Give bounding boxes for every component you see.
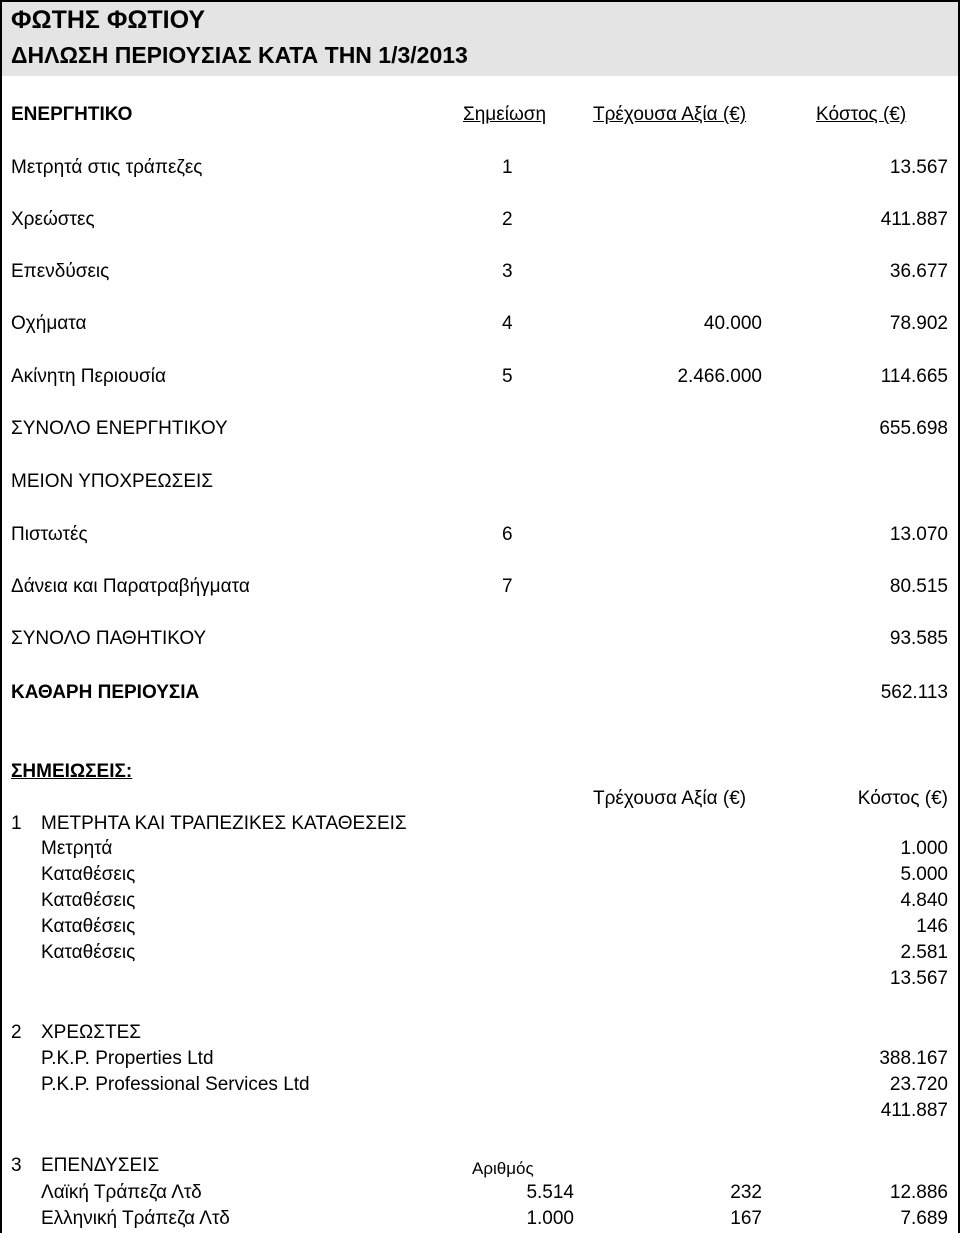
item-value: 388.167 xyxy=(879,1048,948,1069)
liabilities-total-label: ΣΥΝΟΛΟ ΠΑΘΗΤΙΚΟΥ xyxy=(11,628,207,649)
item-value: 4.840 xyxy=(900,890,948,911)
col-cost-header: Κόστος (€) xyxy=(816,104,907,125)
item-number: 1.000 xyxy=(526,1208,574,1229)
item-value: 23.720 xyxy=(889,1074,948,1095)
item-label: Καταθέσεις xyxy=(41,864,136,885)
row-note: 1 xyxy=(502,157,513,178)
col-number-header: Αριθμός xyxy=(472,1159,534,1178)
row-cost: 80.515 xyxy=(889,576,948,597)
col-note-header: Σημείωση xyxy=(463,104,547,125)
assets-total-label: ΣΥΝΟΛΟ ΕΝΕΡΓΗΤΙΚΟΥ xyxy=(11,418,228,439)
item-label: Μετρητά xyxy=(41,838,113,859)
net-worth-value: 562.113 xyxy=(880,682,948,703)
item-value: 5.000 xyxy=(900,864,948,885)
row-note: 6 xyxy=(502,524,513,545)
assets-total-value: 655.698 xyxy=(879,418,948,439)
item-label: Καταθέσεις xyxy=(41,916,136,937)
item-value: 2.581 xyxy=(900,942,948,963)
note-total: 411.887 xyxy=(880,1100,948,1121)
item-value: 146 xyxy=(916,916,948,937)
row-label: Μετρητά στις τράπεζες xyxy=(11,157,203,178)
page-border-left xyxy=(0,0,2,1233)
row-cost: 13.567 xyxy=(889,157,948,178)
row-cost: 13.070 xyxy=(889,524,948,545)
item-value: 1.000 xyxy=(900,838,948,859)
row-label: Οχήματα xyxy=(11,313,87,334)
note-title: ΧΡΕΩΣΤΕΣ xyxy=(41,1022,141,1043)
item-label: P.K.P. Professional Services Ltd xyxy=(41,1074,310,1095)
item-label: Ελληνική Τράπεζα Λτδ xyxy=(41,1208,230,1229)
row-current: 2.466.000 xyxy=(677,366,762,387)
row-cost: 36.677 xyxy=(889,261,948,282)
item-cost: 7.689 xyxy=(900,1208,948,1229)
row-label: Πιστωτές xyxy=(11,524,88,545)
note-title: ΕΠΕΝΔΥΣΕΙΣ xyxy=(41,1155,160,1176)
row-cost: 411.887 xyxy=(880,209,948,230)
liabilities-total-value: 93.585 xyxy=(889,628,948,649)
row-note: 4 xyxy=(502,313,513,334)
row-note: 5 xyxy=(502,366,513,387)
row-note: 3 xyxy=(502,261,513,282)
item-number: 5.514 xyxy=(526,1182,574,1203)
item-current: 232 xyxy=(730,1182,762,1203)
document-title: ΔΗΛΩΣΗ ΠΕΡΙΟΥΣΙΑΣ ΚΑΤΑ ΤΗΝ 1/3/2013 xyxy=(11,42,468,68)
liabilities-heading: ΜΕΙΟΝ ΥΠΟΧΡΕΩΣΕΙΣ xyxy=(11,471,214,492)
net-worth-label: ΚΑΘΑΡΗ ΠΕΡΙΟΥΣΙΑ xyxy=(11,682,200,703)
note-number: 3 xyxy=(11,1155,22,1176)
item-label: Καταθέσεις xyxy=(41,942,136,963)
item-cost: 12.886 xyxy=(889,1182,948,1203)
row-label: Δάνεια και Παρατραβήγματα xyxy=(11,576,250,597)
notes-col-current: Τρέχουσα Αξία (€) xyxy=(593,788,747,809)
col-current-header: Τρέχουσα Αξία (€) xyxy=(593,104,747,125)
owner-name: ΦΩΤΗΣ ΦΩΤΙΟΥ xyxy=(11,6,206,34)
note-title: ΜΕΤΡΗΤΑ ΚΑΙ ΤΡΑΠΕΖΙΚΕΣ ΚΑΤΑΘΕΣΕΙΣ xyxy=(41,813,407,834)
note-number: 1 xyxy=(11,813,22,834)
row-note: 7 xyxy=(502,576,513,597)
notes-col-cost: Κόστος (€) xyxy=(857,788,948,809)
assets-heading: ΕΝΕΡΓΗΤΙΚΟ xyxy=(11,104,133,125)
notes-heading: ΣΗΜΕΙΩΣΕΙΣ: xyxy=(11,761,133,782)
note-total: 13.567 xyxy=(889,968,948,989)
row-cost: 78.902 xyxy=(889,313,948,334)
row-current: 40.000 xyxy=(703,313,762,334)
row-note: 2 xyxy=(502,209,513,230)
note-number: 2 xyxy=(11,1022,22,1043)
item-label: Καταθέσεις xyxy=(41,890,136,911)
item-label: P.K.P. Properties Ltd xyxy=(41,1048,214,1069)
row-label: Ακίνητη Περιουσία xyxy=(11,366,166,387)
row-cost: 114.665 xyxy=(880,366,948,387)
row-label: Επενδύσεις xyxy=(11,261,110,282)
item-current: 167 xyxy=(730,1208,762,1229)
row-label: Χρεώστες xyxy=(11,209,95,230)
item-label: Λαϊκή Τράπεζα Λτδ xyxy=(41,1182,202,1203)
